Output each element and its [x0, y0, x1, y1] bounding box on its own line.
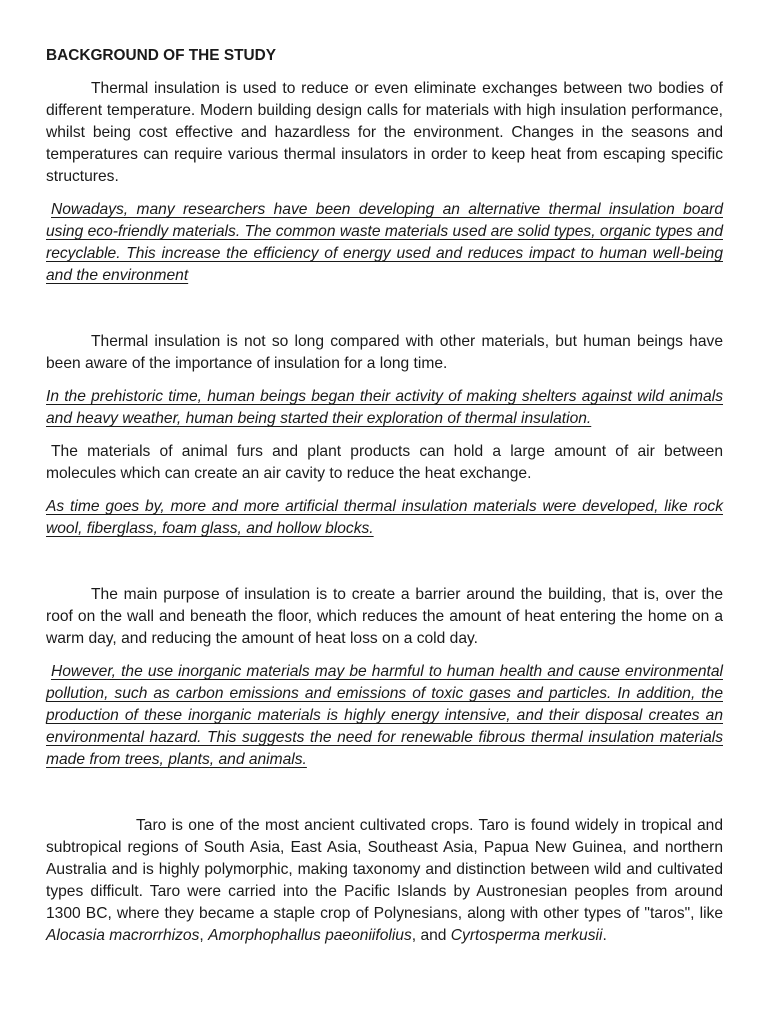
taro-text: Taro is one of the most ancient cultivated crops. Taro is found widely in tropical and subtropical regions of South Asia, East Asia, Southeast Asia, Papua New Guinea, and northern Australia and is highly polymorphic, making taxonomy and distinction between wild and cultivated types difficult. Taro were carried into the Pacific Islands by Austronesian peoples from around 1300 BC, where they became a staple crop of Polynesians, along with other types of "taros", like: [46, 817, 723, 922]
species-amorphophallus: Amorphophallus paeoniifolius: [208, 927, 412, 944]
paragraph-animal-furs: The materials of animal furs and plant products can hold a large amount of air between molecules which can create an air cavity to reduce the heat exchange.: [46, 443, 723, 482]
document-page: [46, 45, 723, 947]
highlight-artificial-materials: As time goes by, more and more artificial thermal insulation materials were developed, like rock wool, fiberglass, foam glass, and hollow blocks.: [46, 498, 723, 537]
taro-sep-1: ,: [199, 927, 209, 944]
paragraph-insulation-purpose: The main purpose of insulation is to create a barrier around the building, that is, over the roof on the wall and beneath the floor, which reduces the amount of heat entering the home on a warm day, and reducing the amount of heat loss on a cold day.: [46, 586, 723, 647]
paragraph-insulation-history: Thermal insulation is not so long compared with other materials, but human beings have been aware of the importance of insulation for a long time.: [46, 333, 723, 372]
species-alocasia: Alocasia macrorrhizos: [46, 927, 200, 944]
highlight-eco-friendly-board: Nowadays, many researchers have been developing an alternative thermal insulation board using eco-friendly materials. The common waste materials used are solid types, organic types and recyclable. This increase the efficiency of energy used and reduces impact to human well-being and the environment: [46, 201, 723, 284]
paragraph-taro: [46, 815, 723, 947]
taro-end: .: [602, 927, 607, 944]
taro-sep-2: , and: [411, 927, 451, 944]
section-heading: BACKGROUND OF THE STUDY: [46, 47, 277, 64]
highlight-prehistoric-shelters: In the prehistoric time, human beings began their activity of making shelters against wild animals and heavy weather, human being started their exploration of thermal insulation.: [46, 388, 723, 427]
paragraph-thermal-insulation-intro: Thermal insulation is used to reduce or even eliminate exchanges between two bodies of different temperature. Modern building design calls for materials with high insulation performance, whilst being cost effective and hazardless for the environment. Changes in the seasons and temperatures can require various thermal insulators in order to keep heat from escaping specific structures.: [46, 80, 723, 185]
highlight-inorganic-harm: However, the use inorganic materials may be harmful to human health and cause environmental pollution, such as carbon emissions and emissions of toxic gases and particles. In addition, the production of these inorganic materials is highly energy intensive, and their disposal creates an environmental hazard. This suggests the need for renewable fibrous thermal insulation materials made from trees, plants, and animals.: [46, 663, 723, 768]
species-cyrtosperma: Cyrtosperma merkusii: [450, 927, 603, 944]
